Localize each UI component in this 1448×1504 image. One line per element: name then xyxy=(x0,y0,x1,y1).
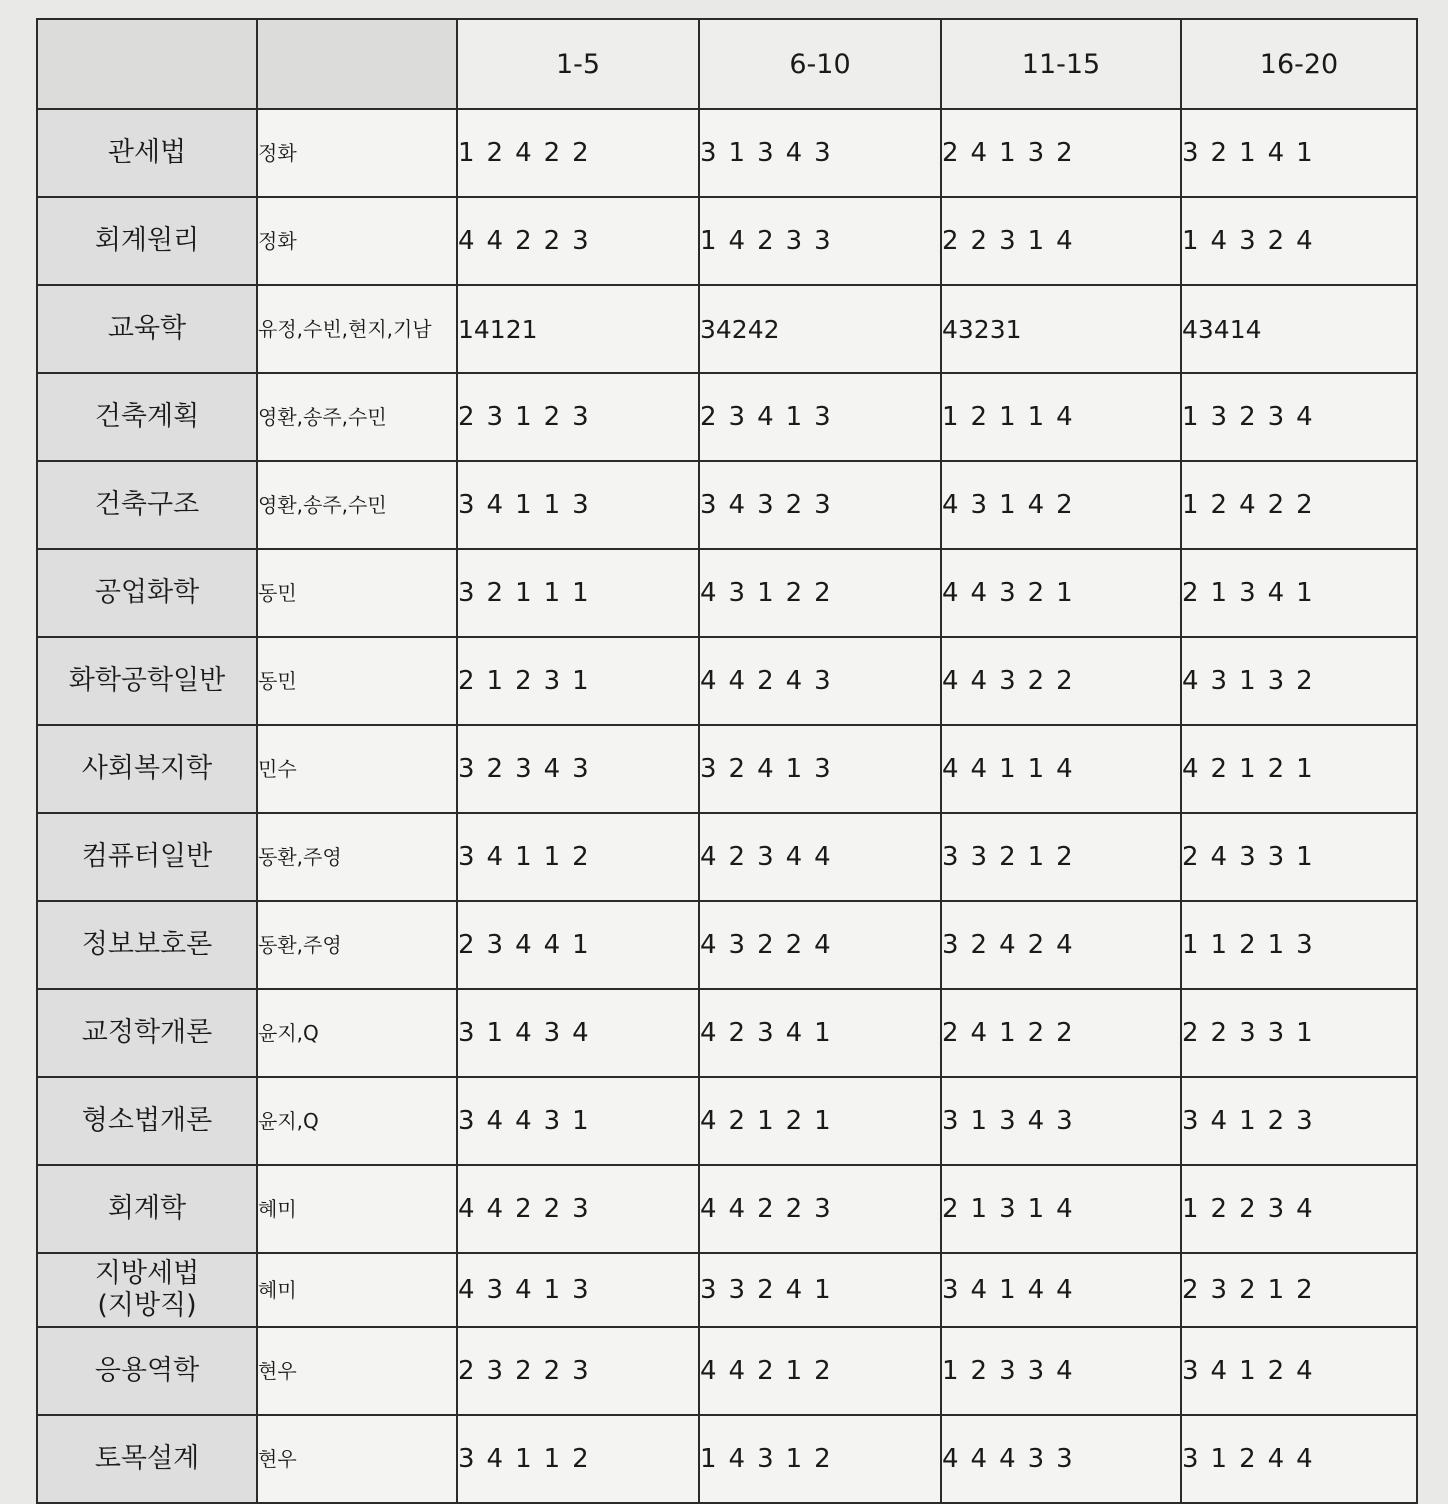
person-cell: 민수 xyxy=(257,725,457,813)
answer-cell: 22331 xyxy=(1181,989,1417,1077)
table-row xyxy=(37,637,1417,725)
answer-cell: 34112 xyxy=(457,1415,699,1503)
answer-cell: 43132 xyxy=(1181,637,1417,725)
person-cell: 혜미 xyxy=(257,1253,457,1327)
subject-cell: 토목설계 xyxy=(37,1415,257,1503)
person-cell: 현우 xyxy=(257,1415,457,1503)
person-cell: 현우 xyxy=(257,1327,457,1415)
person-cell: 동민 xyxy=(257,637,457,725)
subject-cell: 화학공학일반 xyxy=(37,637,257,725)
answer-cell: 23441 xyxy=(457,901,699,989)
answer-cell: 12422 xyxy=(457,109,699,197)
header-range-6-10: 6-10 xyxy=(699,19,941,109)
answer-cell: 31244 xyxy=(1181,1415,1417,1503)
table-row xyxy=(37,1165,1417,1253)
answer-cell: 44433 xyxy=(941,1415,1181,1503)
answer-cell: 13234 xyxy=(1181,373,1417,461)
answer-cell: 14233 xyxy=(699,197,941,285)
person-cell: 정화 xyxy=(257,197,457,285)
table-row xyxy=(37,549,1417,637)
subject-cell: 회계원리 xyxy=(37,197,257,285)
table-row xyxy=(37,197,1417,285)
subject-cell: 교육학 xyxy=(37,285,257,373)
answer-cell: 34431 xyxy=(457,1077,699,1165)
answer-cell: 34323 xyxy=(699,461,941,549)
subject-cell: 컴퓨터일반 xyxy=(37,813,257,901)
subject-cell: 건축구조 xyxy=(37,461,257,549)
subject-cell: 사회복지학 xyxy=(37,725,257,813)
header-range-16-20: 16-20 xyxy=(1181,19,1417,109)
answer-cell: 23413 xyxy=(699,373,941,461)
answer-cell: 42341 xyxy=(699,989,941,1077)
table-row xyxy=(37,461,1417,549)
answer-cell: 24132 xyxy=(941,109,1181,197)
answer-cell: 24331 xyxy=(1181,813,1417,901)
answer-cell: 33212 xyxy=(941,813,1181,901)
table-row xyxy=(37,109,1417,197)
person-cell: 윤지,Q xyxy=(257,1077,457,1165)
answer-cell: 34144 xyxy=(941,1253,1181,1327)
answer-cell: 32413 xyxy=(699,725,941,813)
table-body xyxy=(37,109,1417,1503)
answer-cell: 44223 xyxy=(699,1165,941,1253)
answer-cell: 44321 xyxy=(941,549,1181,637)
answer-cell: 42344 xyxy=(699,813,941,901)
answer-cell: 24122 xyxy=(941,989,1181,1077)
subject-cell: 지방세법 (지방직) xyxy=(37,1253,257,1327)
person-cell: 영환,송주,수민 xyxy=(257,461,457,549)
header-subject-cell xyxy=(37,19,257,109)
answer-cell: 23123 xyxy=(457,373,699,461)
subject-cell: 관세법 xyxy=(37,109,257,197)
answer-cell: 14324 xyxy=(1181,197,1417,285)
answer-cell: 32424 xyxy=(941,901,1181,989)
answer-cell: 34123 xyxy=(1181,1077,1417,1165)
answer-cell: 43231 xyxy=(941,285,1181,373)
answer-cell: 14121 xyxy=(457,285,699,373)
table-row xyxy=(37,725,1417,813)
header-person-cell xyxy=(257,19,457,109)
answer-cell: 12114 xyxy=(941,373,1181,461)
answer-cell: 21341 xyxy=(1181,549,1417,637)
answer-cell: 34112 xyxy=(457,813,699,901)
person-cell: 혜미 xyxy=(257,1165,457,1253)
person-cell: 동민 xyxy=(257,549,457,637)
answer-cell: 21314 xyxy=(941,1165,1181,1253)
answer-cell: 44243 xyxy=(699,637,941,725)
subject-cell: 건축계획 xyxy=(37,373,257,461)
answer-cell: 44322 xyxy=(941,637,1181,725)
table-row xyxy=(37,1077,1417,1165)
answer-cell: 23212 xyxy=(1181,1253,1417,1327)
person-cell: 유정,수빈,현지,기남 xyxy=(257,285,457,373)
table-row xyxy=(37,285,1417,373)
answer-cell: 11213 xyxy=(1181,901,1417,989)
person-cell: 동환,주영 xyxy=(257,813,457,901)
answer-cell: 34124 xyxy=(1181,1327,1417,1415)
answer-cell: 12422 xyxy=(1181,461,1417,549)
answer-cell: 44223 xyxy=(457,197,699,285)
table-row xyxy=(37,989,1417,1077)
subject-cell: 정보보호론 xyxy=(37,901,257,989)
subject-cell: 교정학개론 xyxy=(37,989,257,1077)
answer-cell: 43414 xyxy=(1181,285,1417,373)
person-cell: 동환,주영 xyxy=(257,901,457,989)
header-row xyxy=(37,19,1417,109)
answer-cell: 34113 xyxy=(457,461,699,549)
subject-cell: 형소법개론 xyxy=(37,1077,257,1165)
answer-cell: 44212 xyxy=(699,1327,941,1415)
answer-cell: 31343 xyxy=(699,109,941,197)
answer-cell: 43224 xyxy=(699,901,941,989)
person-cell: 윤지,Q xyxy=(257,989,457,1077)
answer-cell: 14312 xyxy=(699,1415,941,1503)
answer-cell: 43413 xyxy=(457,1253,699,1327)
answer-cell: 12234 xyxy=(1181,1165,1417,1253)
answer-cell: 22314 xyxy=(941,197,1181,285)
answer-cell: 23223 xyxy=(457,1327,699,1415)
answer-cell: 44114 xyxy=(941,725,1181,813)
answer-cell: 43142 xyxy=(941,461,1181,549)
answer-cell: 44223 xyxy=(457,1165,699,1253)
table-row xyxy=(37,901,1417,989)
subject-cell: 공업화학 xyxy=(37,549,257,637)
table-row xyxy=(37,813,1417,901)
answer-key-table xyxy=(36,18,1418,1504)
table-row xyxy=(37,1415,1417,1503)
answer-cell: 42121 xyxy=(1181,725,1417,813)
answer-cell: 31434 xyxy=(457,989,699,1077)
answer-cell: 12334 xyxy=(941,1327,1181,1415)
person-cell: 영환,송주,수민 xyxy=(257,373,457,461)
subject-cell: 회계학 xyxy=(37,1165,257,1253)
answer-cell: 33241 xyxy=(699,1253,941,1327)
answer-cell: 32111 xyxy=(457,549,699,637)
table-row xyxy=(37,373,1417,461)
answer-cell: 32343 xyxy=(457,725,699,813)
table-row xyxy=(37,1253,1417,1327)
answer-cell: 42121 xyxy=(699,1077,941,1165)
person-cell: 정화 xyxy=(257,109,457,197)
answer-cell: 31343 xyxy=(941,1077,1181,1165)
header-range-1-5: 1-5 xyxy=(457,19,699,109)
answer-sheet xyxy=(36,18,1416,1478)
answer-cell: 34242 xyxy=(699,285,941,373)
answer-cell: 43122 xyxy=(699,549,941,637)
answer-cell: 21231 xyxy=(457,637,699,725)
answer-cell: 32141 xyxy=(1181,109,1417,197)
table-row xyxy=(37,1327,1417,1415)
subject-cell: 응용역학 xyxy=(37,1327,257,1415)
header-range-11-15: 11-15 xyxy=(941,19,1181,109)
